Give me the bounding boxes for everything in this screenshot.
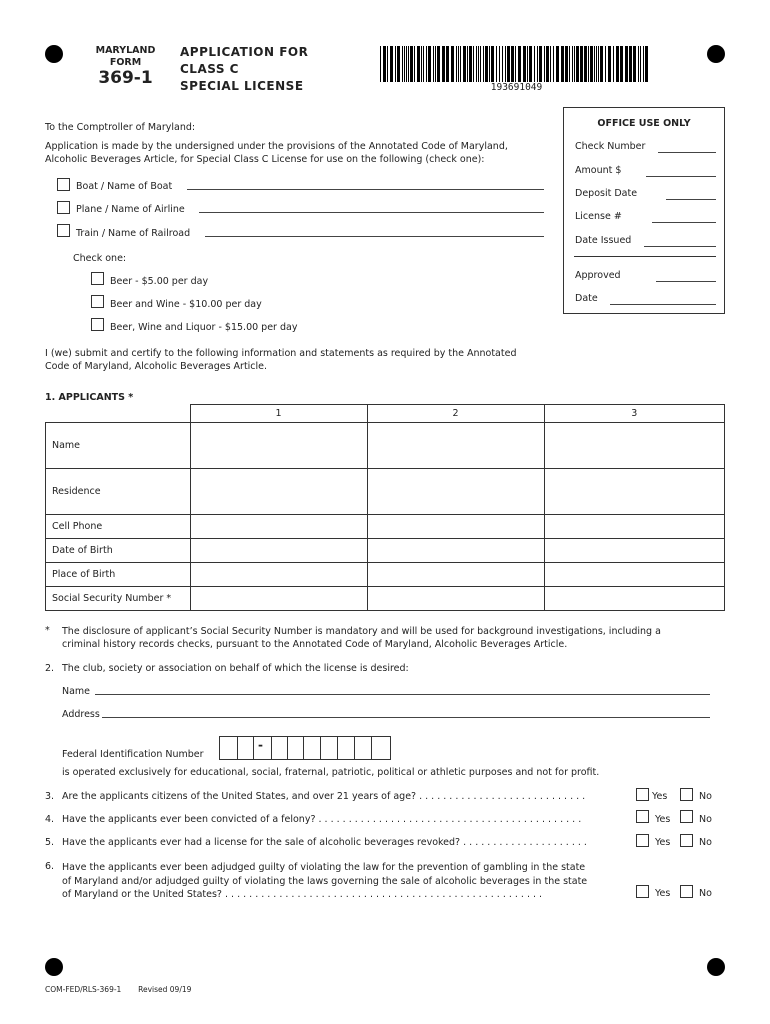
approved-line [656, 281, 716, 282]
barcode-bar [561, 46, 564, 82]
barcode-bar [410, 46, 413, 82]
q5-text: Have the applicants ever had a license for the sale of alcoholic beverages revoked? . . . . . . . . . . . . . . . . . . . . . [62, 837, 587, 848]
barcode-bar [467, 46, 468, 82]
barcode-bar [408, 46, 409, 82]
form-number: 369-1 [98, 68, 153, 88]
applicants-table [45, 404, 725, 611]
row-label-residence: Residence [46, 469, 191, 515]
deposit-date-field [575, 188, 716, 202]
form-label [88, 45, 163, 69]
barcode-bar [417, 46, 420, 82]
q4-yes-label: Yes [655, 814, 671, 825]
column-header-1: 1 [190, 405, 367, 423]
plane-checkbox[interactable] [57, 201, 70, 214]
office-date-line [610, 304, 716, 305]
barcode-bar [387, 46, 388, 82]
barcode-bar [600, 46, 603, 82]
barcode-bar [499, 46, 500, 82]
applicant-2-name[interactable] [367, 423, 544, 469]
barcode-bar [404, 46, 405, 82]
certify-text [45, 347, 516, 373]
operated-text: is operated exclusively for educational, social, fraternal, patriotic, political or athletic purposes and not for profit. [62, 767, 600, 778]
table-corner [46, 405, 191, 423]
barcode-bar [515, 46, 516, 82]
club-address-line[interactable] [102, 709, 710, 718]
q6-no-label: No [699, 888, 712, 899]
applicant-3-residence[interactable] [544, 469, 725, 515]
table-row-pob [46, 563, 725, 587]
fein-cell-divider [354, 736, 355, 760]
table-row-cell-phone [46, 515, 725, 539]
office-date-field [575, 293, 716, 307]
table-row-residence [46, 469, 725, 515]
applicant-3-pob[interactable] [544, 563, 725, 587]
approved-field [575, 270, 716, 284]
beer-wine-checkbox[interactable] [91, 295, 104, 308]
footer [45, 985, 191, 994]
check-number-line [658, 152, 716, 153]
q6-text [62, 861, 587, 902]
barcode-bar [616, 46, 619, 82]
barcode-bar [608, 46, 611, 82]
q5-no-checkbox[interactable] [680, 834, 693, 847]
barcode-bar [383, 46, 386, 82]
q4-no-checkbox[interactable] [680, 810, 693, 823]
barcode-bar [534, 46, 535, 82]
intro-text [45, 140, 508, 166]
barcode-bar [483, 46, 484, 82]
footnote-text [62, 625, 661, 651]
barcode-bar [584, 46, 587, 82]
row-label-ssn: Social Security Number * [46, 587, 191, 611]
barcode-bar [489, 46, 490, 82]
barcode-bar [588, 46, 589, 82]
club-name-line[interactable] [95, 686, 710, 695]
club-name-label: Name [62, 686, 91, 697]
applicant-1-dob[interactable] [190, 539, 367, 563]
barcode-bar [518, 46, 521, 82]
title-line2: CLASS C [180, 62, 239, 76]
barcode-bar [480, 46, 481, 82]
barcode-bar [496, 46, 497, 82]
barcode-bar [451, 46, 454, 82]
q5-number: 5. [45, 837, 55, 848]
column-header-3: 3 [544, 405, 725, 423]
addressee: To the Comptroller of Maryland: [45, 122, 196, 133]
applicant-1-pob[interactable] [190, 563, 367, 587]
barcode-bar [529, 46, 532, 82]
barcode-bar [502, 46, 503, 82]
q6-yes-checkbox[interactable] [636, 885, 649, 898]
barcode-bar [598, 46, 599, 82]
barcode-bar [463, 46, 466, 82]
barcode-bar [645, 46, 648, 82]
license-number-field [575, 211, 716, 225]
beer-wine-liquor-option: Beer, Wine and Liquor - $15.00 per day [110, 322, 298, 333]
q6-no-checkbox[interactable] [680, 885, 693, 898]
certify-line1: I (we) submit and certify to the following information and statements as required by the Annotated [45, 348, 517, 359]
date-issued-label: Date Issued [575, 235, 632, 246]
barcode-bar [576, 46, 579, 82]
date-issued-field [575, 235, 716, 249]
q6-number: 6. [45, 861, 55, 872]
q3-yes-label: Yes [652, 791, 668, 802]
barcode-bar [594, 46, 595, 82]
barcode-bar [421, 46, 422, 82]
q6-line1: Have the applicants ever been adjudged guilty of violating the law for the prevention of gambling in the state [62, 862, 586, 873]
q4-number: 4. [45, 814, 55, 825]
footnote-line2: criminal history records checks, pursuant to the Annotated Code of Maryland, Alcoholic Beverages Article. [62, 639, 568, 650]
license-number-line [652, 222, 716, 223]
boat-label: Boat / Name of Boat [76, 181, 173, 192]
intro-line2: Alcoholic Beverages Article, for Special Class C License for use on the following (check one): [45, 154, 485, 165]
footer-revised: Revised 09/19 [138, 985, 192, 994]
barcode-bar [390, 46, 393, 82]
row-label-cell-phone: Cell Phone [46, 515, 191, 539]
fein-cell-divider [237, 736, 238, 760]
office-use-box [563, 107, 725, 314]
beer-checkbox[interactable] [91, 272, 104, 285]
footnote-line1: The disclosure of applicant’s Social Security Number is mandatory and will be used for background investigations, including a [62, 626, 661, 637]
barcode-bar [478, 46, 479, 82]
train-label: Train / Name of Railroad [76, 228, 191, 239]
check-number-field [575, 141, 716, 155]
barcode-bar [402, 46, 403, 82]
fein-cell-divider [371, 736, 372, 760]
q5-yes-checkbox[interactable] [636, 834, 649, 847]
registration-mark-top-left [45, 45, 63, 63]
deposit-date-line [666, 199, 716, 200]
q3-no-checkbox[interactable] [680, 788, 693, 801]
column-header-2: 2 [367, 405, 544, 423]
check-one-label: Check one: [73, 253, 127, 264]
check-number-label: Check Number [575, 141, 646, 152]
q6-line3: of Maryland or the United States? . . . . . . . . . . . . . . . . . . . . . . . . . . . . . . . . . . . . . . . . . . . . . . . . . . . . . [62, 889, 543, 900]
barcode [380, 46, 653, 82]
barcode-bar [523, 46, 526, 82]
row-label-dob: Date of Birth [46, 539, 191, 563]
barcode-bar [473, 46, 474, 82]
fein-cell-divider [253, 736, 254, 760]
barcode-bar [574, 46, 575, 82]
barcode-bar [460, 46, 461, 82]
registration-mark-bottom-right [707, 958, 725, 976]
q3-number: 3. [45, 791, 55, 802]
amount-label: Amount $ [575, 165, 622, 176]
form-label-line1: MARYLAND [95, 45, 156, 56]
office-date-label: Date [575, 293, 598, 304]
barcode-bar [507, 46, 510, 82]
q4-text: Have the applicants ever been convicted of a felony? . . . . . . . . . . . . . . . . . . . . . . . . . . . . . . . . . . . . . . . . . . . . [62, 814, 582, 825]
barcode-bar [580, 46, 583, 82]
barcode-bar [469, 46, 472, 82]
barcode-bar [456, 46, 457, 82]
barcode-bar [406, 46, 407, 82]
barcode-bar [550, 46, 551, 82]
certify-line2: Code of Maryland, Alcoholic Beverages Article. [45, 361, 268, 372]
beer-option: Beer - $5.00 per day [110, 276, 209, 287]
form-title [180, 44, 308, 95]
barcode-bar [544, 46, 545, 82]
barcode-bar [556, 46, 559, 82]
barcode-bar [613, 46, 614, 82]
applicant-2-residence[interactable] [367, 469, 544, 515]
applicant-2-cell-phone[interactable] [367, 515, 544, 539]
barcode-bar [414, 46, 415, 82]
applicant-2-pob[interactable] [367, 563, 544, 587]
barcode-bar [485, 46, 488, 82]
table-row-ssn [46, 587, 725, 611]
barcode-bar [643, 46, 644, 82]
registration-mark-bottom-left [45, 958, 63, 976]
beer-wine-option: Beer and Wine - $10.00 per day [110, 299, 262, 310]
fein-cell-divider [303, 736, 304, 760]
amount-line [646, 176, 716, 177]
barcode-bar [511, 46, 514, 82]
club-address-label: Address [62, 709, 100, 720]
applicant-1-ssn[interactable] [190, 587, 367, 611]
intro-line1: Application is made by the undersigned under the provisions of the Annotated Code of Maryland, [45, 141, 508, 152]
barcode-bar [633, 46, 636, 82]
row-label-pob: Place of Birth [46, 563, 191, 587]
barcode-bar [397, 46, 400, 82]
barcode-bar [640, 46, 641, 82]
boat-checkbox[interactable] [57, 178, 70, 191]
barcode-bar [458, 46, 459, 82]
barcode-bar [426, 46, 427, 82]
applicant-2-ssn[interactable] [367, 587, 544, 611]
q6-line2: of Maryland and/or adjudged guilty of violating the laws governing the sale of alcoholic beverages in the state [62, 875, 588, 887]
boat-name-line[interactable] [187, 181, 544, 190]
fein-box[interactable] [219, 736, 391, 760]
q5-yes-label: Yes [655, 837, 671, 848]
barcode-bar [423, 46, 424, 82]
barcode-bar [476, 46, 477, 82]
plane-label: Plane / Name of Airline [76, 204, 185, 215]
barcode-bar [537, 46, 538, 82]
airline-name-line[interactable] [199, 204, 544, 213]
fein-label: Federal Identification Number [62, 749, 204, 760]
barcode-bar [565, 46, 568, 82]
beer-wine-liquor-checkbox[interactable] [91, 318, 104, 331]
railroad-name-line[interactable] [205, 228, 544, 237]
fein-cell-divider [337, 736, 338, 760]
q2-text: The club, society or association on behalf of which the license is desired: [62, 663, 409, 674]
fein-dash: - [258, 738, 263, 752]
barcode-bar [638, 46, 639, 82]
barcode-bar [491, 46, 494, 82]
applicants-heading: 1. APPLICANTS * [45, 392, 134, 403]
q4-yes-checkbox[interactable] [636, 810, 649, 823]
barcode-bar [433, 46, 434, 82]
footnote-star: * [45, 625, 50, 636]
title-line3: SPECIAL LICENSE [180, 79, 304, 93]
q4-no-label: No [699, 814, 712, 825]
approved-label: Approved [575, 270, 621, 281]
amount-field [575, 165, 716, 179]
barcode-bar [446, 46, 449, 82]
date-issued-line [644, 246, 716, 247]
deposit-date-label: Deposit Date [575, 188, 638, 199]
barcode-bar [572, 46, 573, 82]
barcode-bar [395, 46, 396, 82]
barcode-bar [442, 46, 445, 82]
barcode-bar [605, 46, 606, 82]
table-row-dob [46, 539, 725, 563]
applicant-3-name[interactable] [544, 423, 725, 469]
barcode-bar [539, 46, 542, 82]
applicant-3-cell-phone[interactable] [544, 515, 725, 539]
barcode-bar [596, 46, 597, 82]
applicant-2-dob[interactable] [367, 539, 544, 563]
barcode-bar [629, 46, 632, 82]
barcode-bar [625, 46, 628, 82]
license-number-label: License # [575, 211, 622, 222]
fein-cell-divider [320, 736, 321, 760]
barcode-bar [620, 46, 623, 82]
registration-mark-top-right [707, 45, 725, 63]
office-use-title: OFFICE USE ONLY [597, 118, 691, 129]
barcode-bar [553, 46, 554, 82]
applicant-1-cell-phone[interactable] [190, 515, 367, 539]
row-label-name: Name [46, 423, 191, 469]
barcode-bar [546, 46, 549, 82]
q2-number: 2. [45, 663, 55, 674]
fein-cell-divider [271, 736, 272, 760]
barcode-number: 193691049 [490, 82, 543, 93]
q6-yes-label: Yes [655, 888, 671, 899]
barcode-bar [527, 46, 528, 82]
applicant-3-dob[interactable] [544, 539, 725, 563]
title-line1: APPLICATION FOR [180, 45, 309, 59]
applicant-3-ssn[interactable] [544, 587, 725, 611]
applicant-1-name[interactable] [190, 423, 367, 469]
q5-no-label: No [699, 837, 712, 848]
barcode-bar [569, 46, 570, 82]
form-label-line2: FORM [109, 57, 142, 68]
q3-text: Are the applicants citizens of the United States, and over 21 years of age? . . . . . . . . . . . . . . . . . . . . . . . . . . . . [62, 791, 586, 802]
train-checkbox[interactable] [57, 224, 70, 237]
office-divider [574, 256, 716, 257]
fein-cell-divider [287, 736, 288, 760]
table-header-row [46, 405, 725, 423]
barcode-bar [590, 46, 593, 82]
barcode-bar [437, 46, 440, 82]
q3-no-label: No [699, 791, 712, 802]
barcode-bar [505, 46, 506, 82]
applicant-1-residence[interactable] [190, 469, 367, 515]
table-row-name [46, 423, 725, 469]
barcode-bar [428, 46, 431, 82]
q3-yes-checkbox[interactable] [636, 788, 649, 801]
footer-code: COM-FED/RLS-369-1 [45, 985, 122, 994]
barcode-bar [380, 46, 381, 82]
barcode-bar [435, 46, 436, 82]
